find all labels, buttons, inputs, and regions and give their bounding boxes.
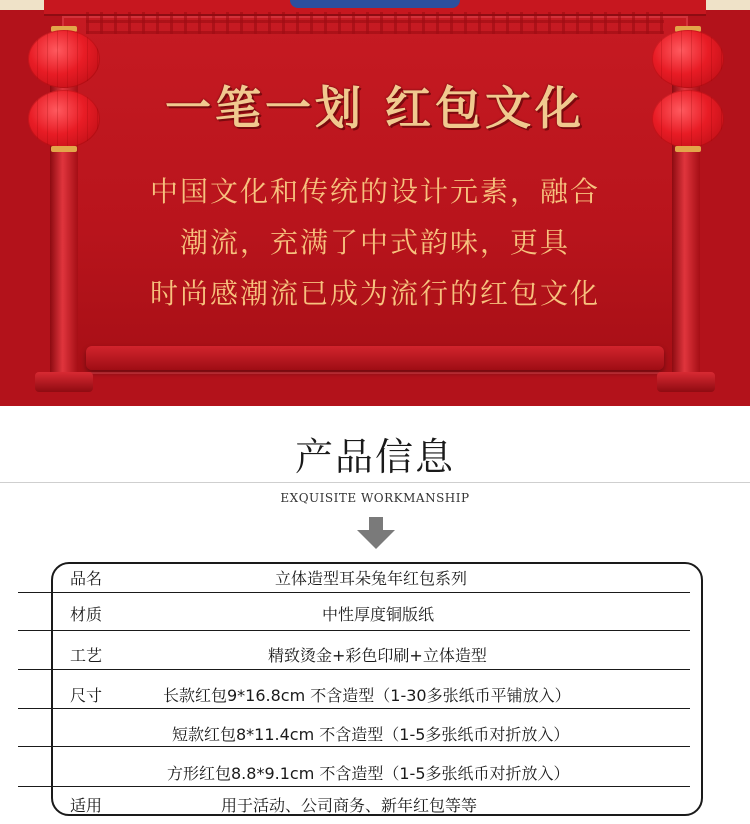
table-row-label: 适用 (70, 796, 103, 815)
table-row-divider (18, 630, 690, 631)
table-row-value: 长款红包9*16.8cm 不含造型（1-30多张纸币平铺放入） (163, 686, 571, 705)
roof-ornament (290, 0, 460, 8)
table-row-value: 中性厚度铜版纸 (322, 605, 435, 624)
banner-description-line: 潮流，充满了中式韵味，更具 (179, 226, 570, 259)
table-row-divider (18, 592, 690, 593)
banner-title: 一笔一划 红包文化 (164, 81, 585, 135)
table-row-label: 品名 (70, 569, 103, 588)
divider (0, 482, 750, 483)
down-arrow-icon (357, 517, 395, 549)
table-row-value: 用于活动、公司商务、新年红包等等 (221, 796, 478, 815)
lantern-cap-icon (51, 146, 77, 152)
table-row-label: 材质 (70, 605, 103, 624)
table-row-divider (18, 746, 690, 747)
table-row-label: 工艺 (70, 646, 103, 665)
lantern-cap-icon (675, 146, 701, 152)
table-row-value: 立体造型耳朵兔年红包系列 (275, 569, 468, 588)
scroll-bottom-roll (86, 346, 664, 370)
table-row-divider (18, 786, 690, 787)
right-pillar-base (657, 372, 715, 392)
table-row-value: 短款红包8*11.4cm 不含造型（1-5多张纸币对折放入） (172, 725, 570, 744)
banner (0, 0, 750, 406)
lattice-ornament (86, 12, 664, 34)
section-title: 产品信息 (294, 435, 455, 479)
banner-description-line: 时尚感潮流已成为流行的红包文化 (149, 277, 600, 310)
left-pillar-base (35, 372, 93, 392)
banner-description-line: 中国文化和传统的设计元素，融合 (149, 175, 600, 208)
table-row-divider (18, 708, 690, 709)
section-subtitle: EXQUISITE WORKMANSHIP (280, 491, 470, 505)
table-row-label: 尺寸 (70, 686, 103, 705)
table-row-value: 精致烫金+彩色印刷+立体造型 (268, 646, 487, 665)
table-row-divider (18, 669, 690, 670)
table-row-value: 方形红包8.8*9.1cm 不含造型（1-5多张纸币对折放入） (167, 764, 570, 783)
